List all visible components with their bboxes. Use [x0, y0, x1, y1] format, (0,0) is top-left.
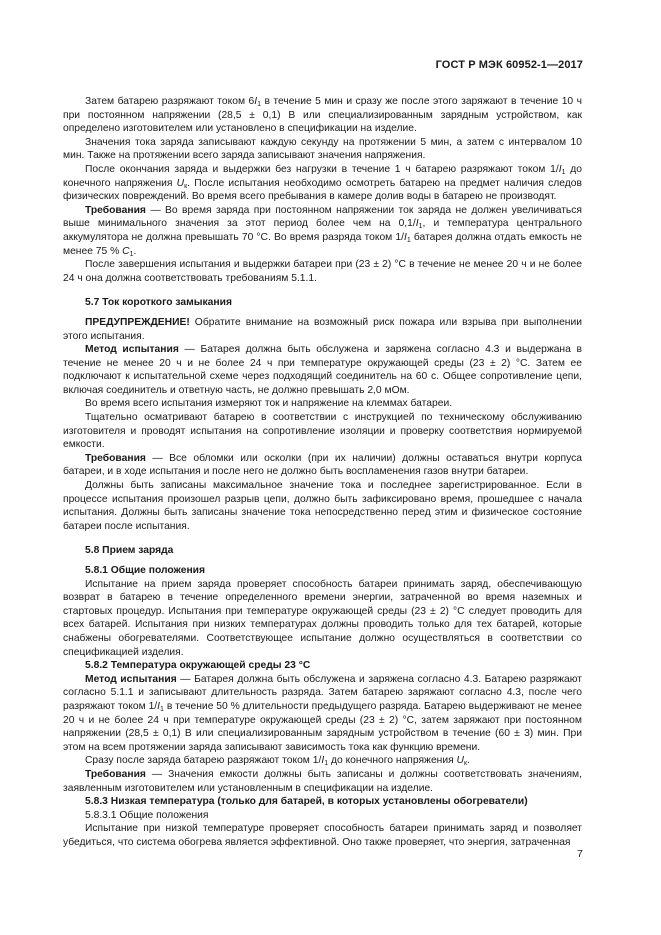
paragraph: Испытание при низкой температуре проверяет способность батареи принимать заряд и позволяет убедиться, что система обогрева является эффективной. Оно также проверяет, что энергия, затраченная [63, 823, 582, 848]
section-heading-5-7: 5.7 Ток короткого замыкания [85, 297, 232, 309]
subsection-heading-5-8-3: 5.8.3 Низкая температура (только для батарей, в которых установлены обогреватели) [85, 796, 528, 808]
paragraph: Во время всего испытания измеряют ток и напряжение на клеммах батареи. [85, 398, 453, 410]
page-number: 7 [577, 848, 583, 860]
requirements-paragraph: Требования — Значения емкости должны быть записаны и должны соответствовать значениям, заявленным изготовителем или установленным в спецификации на изделие. [63, 768, 582, 794]
paragraph: После окончания заряда и выдержки без нагрузки в течение 1 ч батарею разряжают током $1/I_1$ до конечного напряжения $U_к$. После испытания необходимо осмотреть батарею на предмет наличия следов физических повреждений. Во время всего пребывания в камере долив воды в батарею не производят. [63, 163, 582, 203]
method-paragraph: Метод испытания — Батарея должна быть обслужена и заряжена согласно 4.3 и выдержана в течение не менее 20 ч и не более 24 ч при температуре окружающей среды (23 ± 2) °С. Затем ее подключают к испытательной схеме через подходящий соединитель на 60 с. Общее сопротивление цепи, включая соединитель и ответную часть, не должно превышать 2,0 мОм. [63, 344, 582, 396]
subsection-heading-5-8-2: 5.8.2 Температура окружающей среды 23 °С [85, 660, 311, 672]
paragraph: Должны быть записаны максимальное значение тока и последнее зарегистрированное. Если в процессе испытания произошел разрыв цепи, должно быть зафиксировано время, прошедшее с начала испытания. Должны быть записаны значение тока непосредственно перед этим и физическое состояние батареи после испытания. [63, 480, 582, 532]
paragraph: После завершения испытания и выдержки батареи при (23 ± 2) °С в течение не менее 20 ч и не более 24 ч она должна соответствовать требованиям 5.1.1. [63, 259, 582, 284]
document-header: ГОСТ Р МЭК 60952-1—2017 [435, 59, 583, 71]
warning-paragraph: ПРЕДУПРЕЖДЕНИЕ! Обратите внимание на возможный риск пожара или взрыва при выполнении этого испытания. [63, 316, 582, 342]
paragraph: Затем батарею разряжают током $6I_1$ в течение 5 мин и сразу же после этого заряжают в течение 10 ч при постоянном напряжении (28,5 ± 0,1) В или специализированным зарядным устройством, как определено изготовителем или установлено в спецификации на изделие. [63, 96, 582, 135]
subsection-heading-5-8-3-1: 5.8.3.1 Общие положения [85, 809, 209, 821]
subsection-heading-5-8-1: 5.8.1 Общие положения [85, 565, 205, 576]
paragraph: Тщательно осматривают батарею в соответствии с инструкцией по техническому обслуживанию изготовителя и проводят испытания на сопротивление изоляции и проверку соответствия нормируемой емкости. [63, 412, 582, 451]
document-body [63, 95, 582, 849]
requirements-paragraph: Требования — Во время заряда при постоянном напряжении ток заряда не должен увеличиваться выше минимального значения за этот период более чем на $0,1/I_1$, и температура центрального аккумулятора не должна превышать 70 °С. Во время разряда током $1/I_1$ батарея должна отдать емкость не менее 75 % $C_1$. [63, 204, 583, 258]
requirements-paragraph: Требования — Все обломки или осколки (при их наличии) должны оставаться внутри корпуса батареи, и в ходе испытания и после него не должно быть воспламенения газов внутри батареи. [63, 452, 582, 478]
paragraph: Сразу после заряда батарею разряжают током $1/I_1$ до конечного напряжения $U_к$. [85, 755, 470, 768]
paragraph: Испытание на прием заряда проверяет способность батареи принимать заряд, обеспечивающую возврат в батарею в течение определенного времени энергии, затраченной во время наземных и стартовых процедур. Испытания при температуре окружающей среды (23 ± 2) °С следует проводить для всех батарей. Испытания при низких температурах должны проводить только для тех батарей, которые снабжены обогревателями. Соответствующее испытание должно осуществляться в соответствии со спецификацией изделия. [63, 578, 582, 658]
paragraph: Значения тока заряда записывают каждую секунду на протяжении 5 мин, а затем с интервалом 10 мин. Также на протяжении всего заряда записывают значения напряжения. [63, 136, 582, 162]
method-paragraph: Метод испытания — Батарея должна быть обслужена и заряжена согласно 4.3. Батарею разряжают согласно 5.1.1 и записывают длительность разряда. Затем батарею заряжают согласно 4.3, после чего разряжают током $1/I_1$ в течение 50 % длительности предыдущего разряда. Батарею выдерживают не менее 20 ч и не более 24 ч при температуре окружающей среды (23 ± 2) °С, затем заряжают при постоянном напряжении (28,5 ± 0,1) В или специализированным зарядным устройством в течение (60 ± 3) мин. При этом на всем протяжении заряда записывают зависимость тока как функцию времени. [63, 673, 582, 753]
section-heading-5-8: 5.8 Прием заряда [85, 545, 174, 557]
